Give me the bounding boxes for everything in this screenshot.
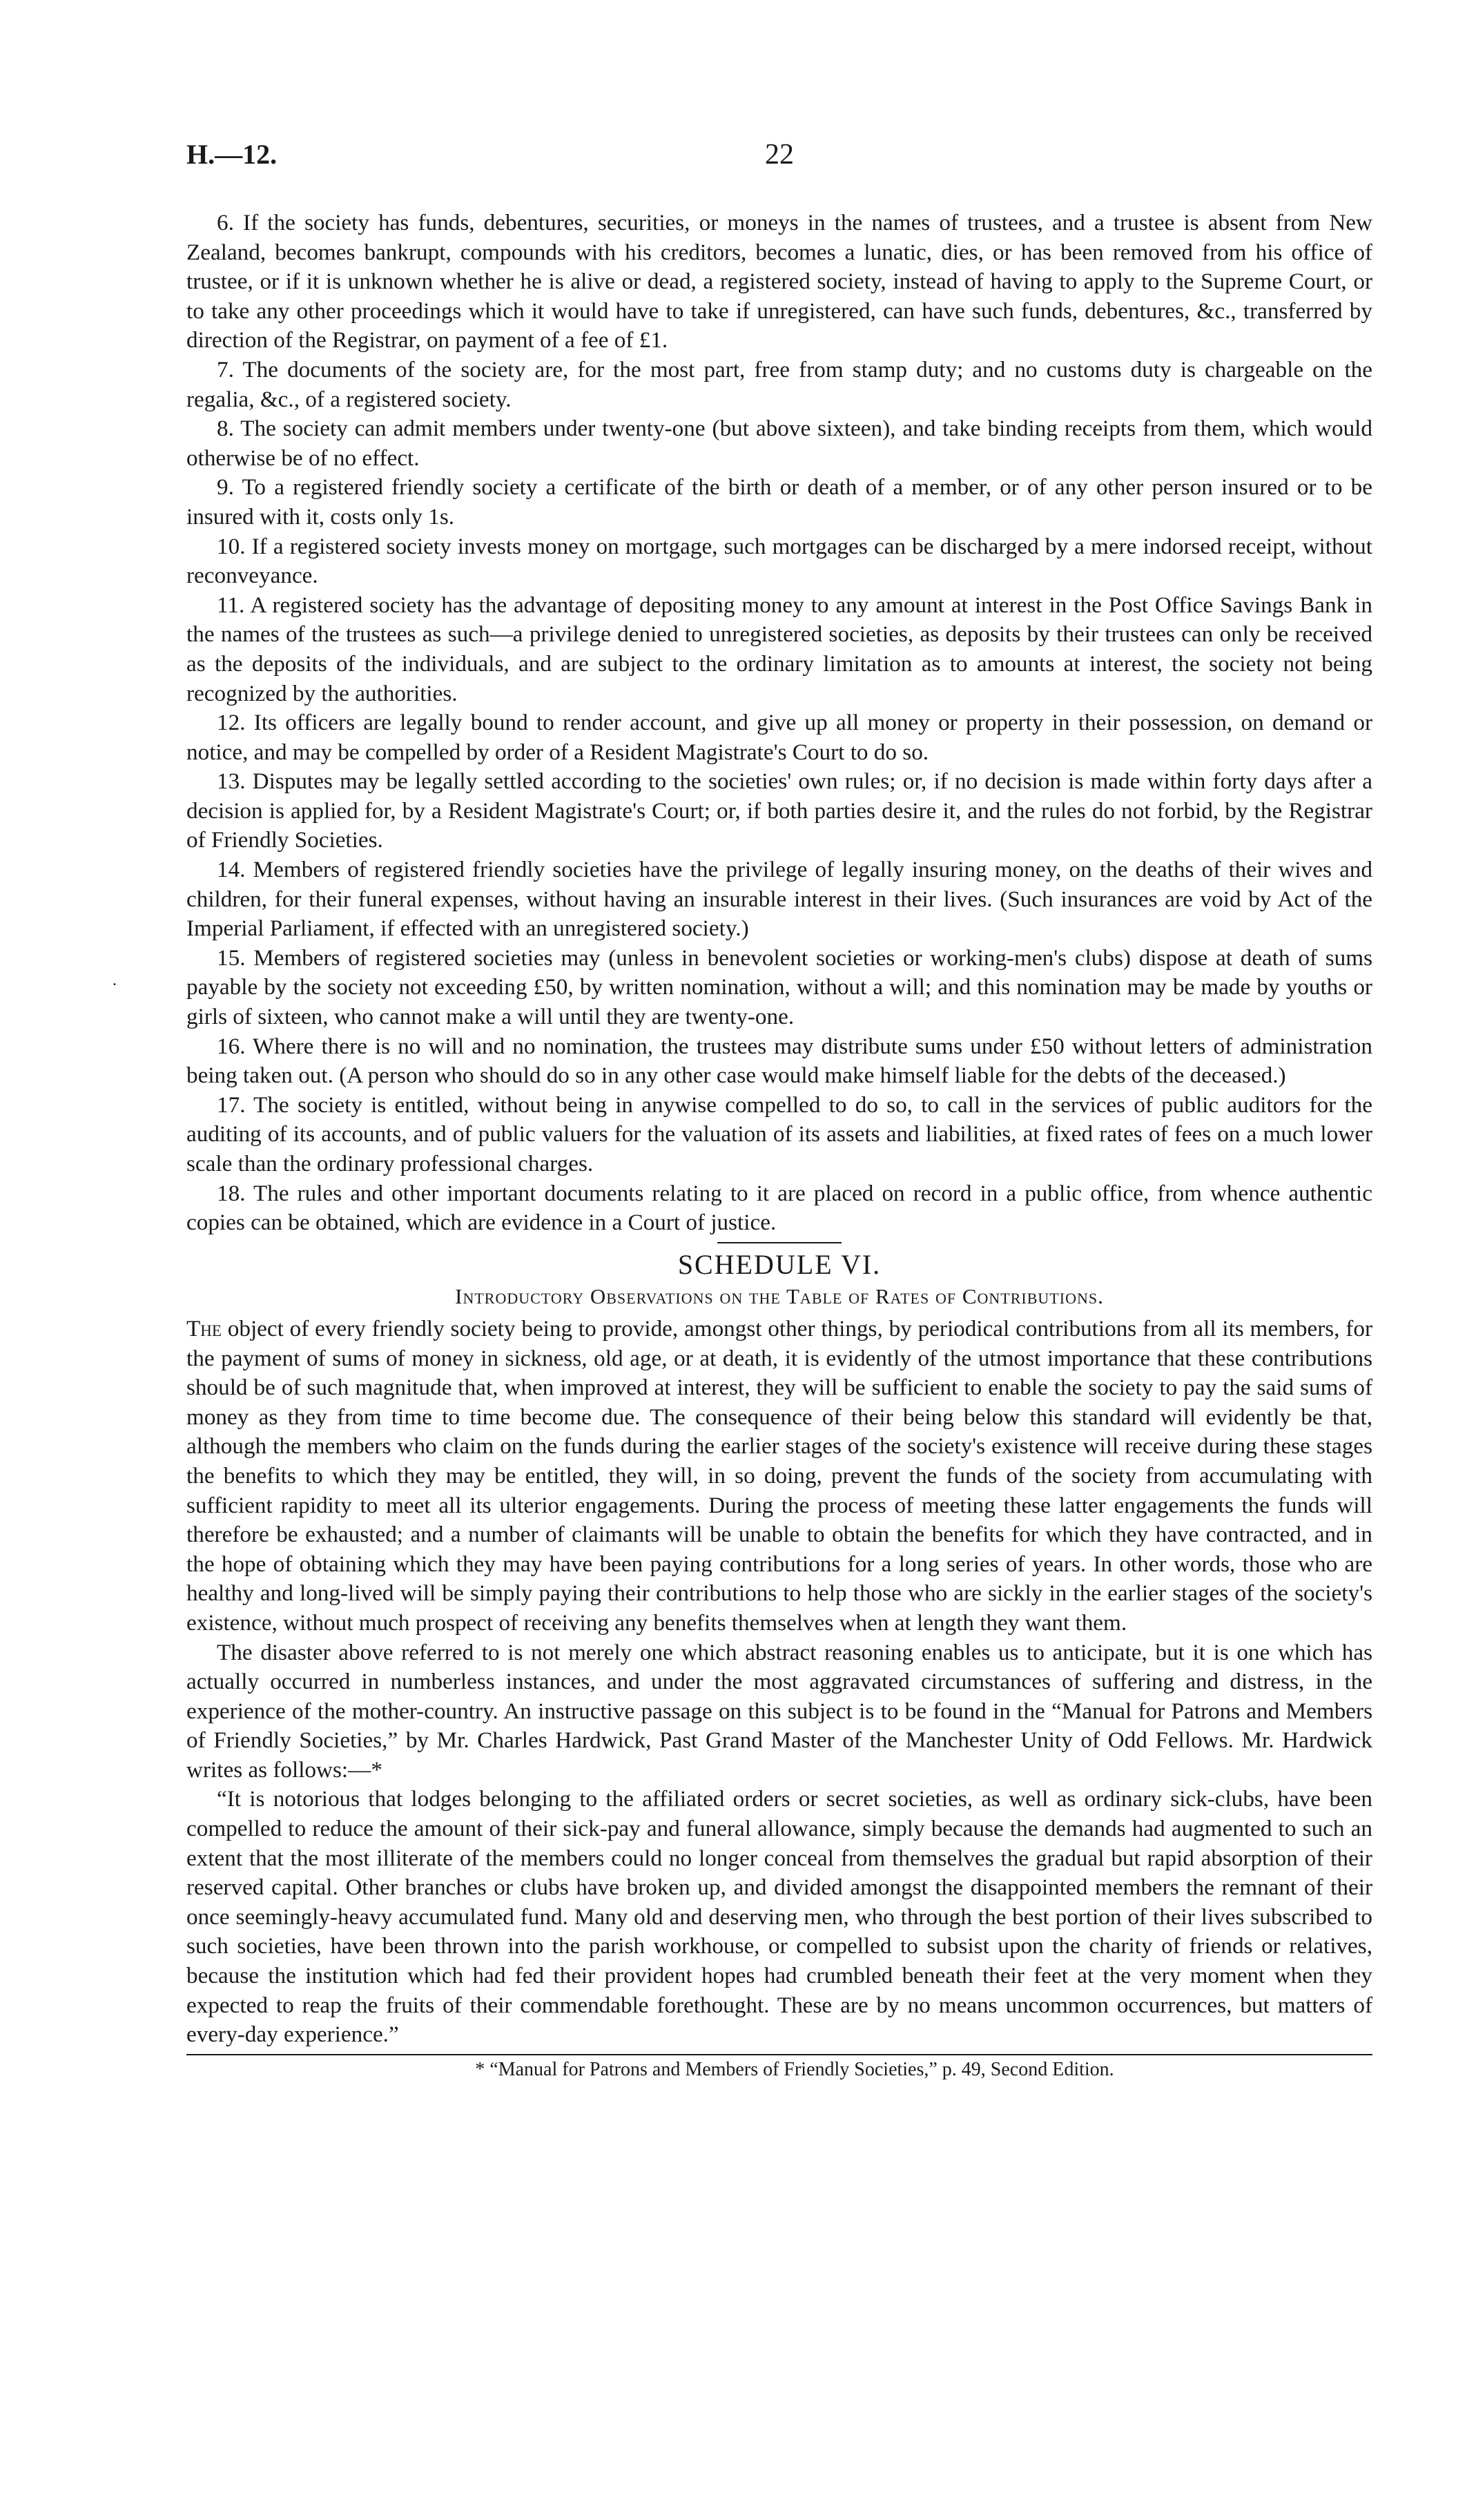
page-header — [186, 138, 1372, 180]
paragraph-item-8: 8. The society can admit members under twenty-one (but above sixteen), and take binding receipts from them, which would otherwise be of no effect. — [186, 416, 1372, 471]
paragraph-item-16: 16. Where there is no will and no nomination, the trustees may distribute sums under £50 without letters of administration being taken out. (A person who should do so in any other case would make himself liable for the debts of the deceased.) — [186, 1033, 1372, 1089]
schedule-paragraph-1 — [186, 1315, 1372, 1638]
section-divider — [717, 1242, 842, 1243]
paragraph-item-14: 14. Members of registered friendly societies have the privilege of legally insuring money, on the deaths of their wives and children, for their funeral expenses, without having an insurable interest in their lives. (Such insurances are void by Act of the Imperial Parliament, if effected with an unregistered society.) — [186, 857, 1372, 942]
margin-mark: . — [113, 971, 117, 989]
paragraph-item-15: 15. Members of registered societies may (unless in benevolent societies or working-men's clubs) dispose at death of sums payable by the society not exceeding £50, by written nomination, without a will; and this nomination may be made by youths or girls of sixteen, who cannot make a will until they are twenty-one. — [186, 944, 1372, 1030]
schedule-paragraph-2: The disaster above referred to is not merely one which abstract reasoning enables us to anticipate, but it is one which has actually occurred in numberless instances, and under the most aggravated circumstances of suffering and distress, in the experience of the mother-country. An instructive passage on this subject is to be found in the “Manual for Patrons and Members of Friendly Societies,” by Mr. Charles Hardwick, Past Grand Master of the Manchester Unity of Odd Fellows. Mr. Hardwick writes as follows:—* — [186, 1639, 1372, 1783]
paragraph-item-9: 9. To a registered friendly society a certificate of the birth or death of a member, or of any other person insured or to be insured with it, costs only 1s. — [186, 474, 1372, 530]
paragraph-item-12: 12. Its officers are legally bound to render account, and give up all money or property in their possession, on demand or notice, and may be compelled by order of a Resident Magistrate's Court to do so. — [186, 710, 1372, 765]
schedule-title: SCHEDULE VI. — [677, 1248, 882, 1280]
lead-word: The — [186, 1315, 222, 1341]
paragraph-item-10: 10. If a registered society invests money on mortgage, such mortgages can be discharged by a mere indorsed receipt, without reconveyance. — [186, 533, 1372, 589]
paragraph-item-18: 18. The rules and other important documents relating to it are placed on record in a public office, from whence authentic copies can be obtained, which are evidence in a Court of justice. — [186, 1180, 1372, 1236]
page-number: 22 — [765, 139, 794, 171]
schedule-paragraph-1-text: object of every friendly society being to provide, amongst other things, by periodical contributions from all its members, for the payment of sums of money in sickness, old age, or at death, it is evidently of the utmost importance that these contributions should be of such magnitude that, when improved at interest, they will be sufficient to enable the society to pay the said sums of money as they from time to time become due. The consequence of their being below this standard will evidently be that, although the members who claim on the funds during the earlier stages of the society's existence will receive during these stages the benefits to which they may be entitled, they will, in so doing, prevent the funds of the society from accumulating with sufficient rapidity to meet all its ulterior engagements. During the process of meeting these latter engagements the funds will therefore be exhausted; and a number of claimants will be unable to obtain the benefits for which they have contracted, and in the hope of obtaining which they may have been paying contributions for a long series of years. In other words, those who are healthy and long-lived will be simply paying their contributions to help those who are sickly in the earlier stages of the society's existence, without much prospect of receiving any benefits themselves when at length they want them. — [186, 1315, 1372, 1636]
paragraph-item-7: 7. The documents of the society are, for the most part, free from stamp duty; and no customs duty is chargeable on the regalia, &c., of a registered society. — [186, 356, 1372, 412]
paragraph-item-6: 6. If the society has funds, debentures, securities, or moneys in the names of trustees, and a trustee is absent from New Zealand, becomes bankrupt, compounds with his creditors, becomes a lunatic, dies, or has been removed from his office of trustee, or if it is unknown whether he is alive or dead, a registered society, instead of having to apply to the Supreme Court, or to take any other proceedings which it would have to take if unregistered, can have such funds, debentures, &c., transferred by direction of the Registrar, on payment of a fee of £1. — [186, 210, 1372, 353]
footnote: * “Manual for Patrons and Members of Friendly Societies,” p. 49, Second Edition. — [475, 2058, 1114, 2080]
schedule-subtitle: Introductory Observations on the Table of Rates of Contributions. — [455, 1284, 1104, 1309]
paragraph-item-11: 11. A registered society has the advantage of depositing money to any amount at interest in the Post Office Savings Bank in the names of the trustees as such—a privilege denied to unregistered societies, as deposits by their trustees can only be received as the deposits of the individuals, and are subject to the ordinary limitation as to amounts at interest, the society not being recognized by the authorities. — [186, 592, 1372, 706]
page-body — [186, 209, 1372, 2084]
paragraph-item-17: 17. The society is entitled, without being in anywise compelled to do so, to call in the services of public auditors for the auditing of its accounts, and of public valuers for the valuation of its assets and liabilities, at fixed rates of fees on a much lower scale than the ordinary professional charges. — [186, 1092, 1372, 1176]
report-reference: H.—12. — [186, 139, 278, 170]
hardwick-quote: “It is notorious that lodges belonging to the affiliated orders or secret societies, as well as ordinary sick-clubs, have been compelled to reduce the amount of their sick-pay and funeral allowance, simply because the demands had augmented to such an extent that the most illiterate of the members could no longer conceal from themselves the gradual but rapid absorption of their reserved capital. Other branches or clubs have broken up, and divided amongst the disappointed members the remnant of their once seemingly-heavy accumulated fund. Many old and deserving men, who through the best portion of their lives subscribed to such societies, have been thrown into the parish workhouse, or compelled to subsist upon the charity of friends or relatives, because the institution which had fed their provident hopes had crumbled beneath their feet at the very moment when they expected to reap the fruits of their commendable forethought. These are by no means uncommon occurrences, but matters of every-day experience.” — [186, 1786, 1372, 2048]
paragraph-item-13: 13. Disputes may be legally settled according to the societies' own rules; or, if no decision is made within forty days after a decision is applied for, by a Resident Magistrate's Court; or, if both parties desire it, and the rules do not forbid, by the Registrar of Friendly Societies. — [186, 768, 1372, 853]
